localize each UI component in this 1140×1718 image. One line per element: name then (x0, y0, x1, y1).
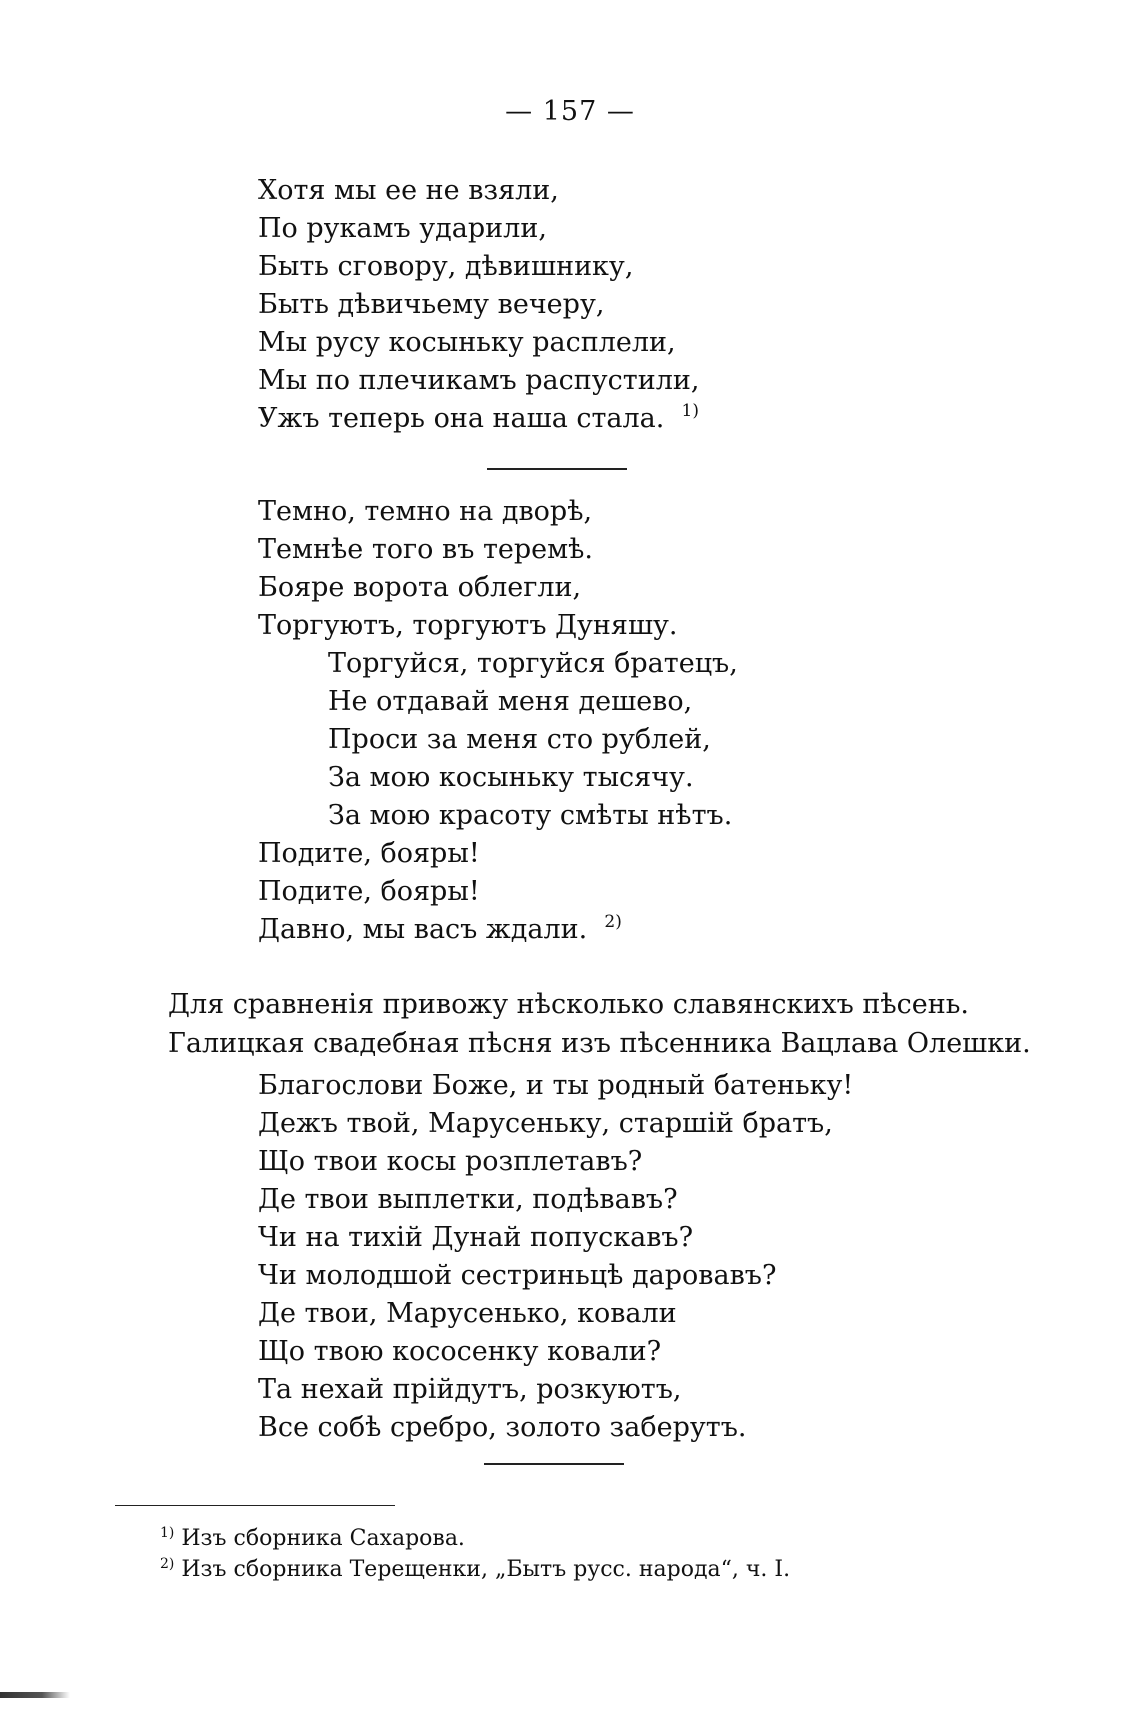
verse-line: Де твои, Марусенько, ковали (258, 1298, 677, 1329)
page-number: — 157 — (505, 96, 635, 127)
verse-line: Подите, бояры! (258, 876, 480, 907)
verse-line-indented: Торгуйся, торгуйся братецъ, (328, 648, 738, 679)
section-divider (487, 468, 627, 470)
verse-line: Та нехай прійдутъ, розкуютъ, (258, 1374, 682, 1405)
section-divider (484, 1463, 624, 1465)
footnote-separator (115, 1505, 395, 1506)
footnote-reference: 1) (681, 401, 699, 421)
verse-line: Де твои выплетки, подѣвавъ? (258, 1184, 678, 1215)
verse-line: Быть дѣвичьему вечеру, (258, 289, 605, 320)
prose-paragraph (168, 985, 1031, 1063)
verse-line: Темно, темно на дворѣ, (258, 496, 593, 527)
verse-line-indented: Не отдавай меня дешево, (328, 686, 693, 717)
verse-line: Торгуютъ, торгуютъ Дуняшу. (258, 610, 678, 641)
footnote-1 (160, 1523, 790, 1554)
footnote-mark: 1) (160, 1525, 175, 1541)
verse-line: Подите, бояры! (258, 838, 480, 869)
verse-line-indented: Проси за меня сто рублей, (328, 724, 711, 755)
verse-line: Мы русу косыньку расплели, (258, 327, 676, 358)
verse-line-indented: За мою красоту смѣты нѣтъ. (328, 800, 733, 831)
prose-line: Для сравненія привожу нѣсколько славянскихъ пѣсень. (168, 989, 970, 1020)
verse-line-with-footnote (258, 911, 738, 949)
verse-block-3 (258, 1067, 853, 1447)
verse-line: Дежъ твой, Марусеньку, старшій братъ, (258, 1108, 833, 1139)
verse-line: По рукамъ ударили, (258, 213, 547, 244)
verse-line: Що твои косы розплетавъ? (258, 1146, 643, 1177)
verse-line: Все собѣ сребро, золото заберутъ. (258, 1412, 747, 1443)
verse-line: Хотя мы ее не взяли, (258, 175, 559, 206)
verse-text: Ужъ теперь она наша стала. (258, 403, 665, 434)
footnote-reference: 2) (604, 912, 622, 932)
verse-block-1 (258, 172, 699, 438)
verse-line-with-footnote (258, 400, 699, 438)
scan-artifact (0, 1692, 70, 1698)
verse-block-2 (258, 493, 738, 949)
footnote-2 (160, 1554, 790, 1585)
footnote-text: Изъ сборника Терещенки, „Бытъ русс. народа“, ч. I. (181, 1557, 791, 1582)
verse-text: Давно, мы васъ ждали. (258, 914, 588, 945)
footnote-mark: 2) (160, 1556, 175, 1572)
verse-line: Мы по плечикамъ распустили, (258, 365, 700, 396)
verse-line: Благослови Боже, и ты родный батеньку! (258, 1070, 854, 1101)
verse-line: Бояре ворота облегли, (258, 572, 582, 603)
footnotes (160, 1523, 790, 1585)
verse-line: Быть сговору, дѣвишнику, (258, 251, 634, 282)
footnote-text: Изъ сборника Сахарова. (181, 1526, 465, 1551)
verse-line: Темнѣе того въ теремѣ. (258, 534, 594, 565)
verse-line: Чи на тихій Дунай попускавъ? (258, 1222, 694, 1253)
verse-line: Чи молодшой сестриньцѣ даровавъ? (258, 1260, 777, 1291)
verse-line: Що твою кососенку ковали? (258, 1336, 662, 1367)
prose-line: Галицкая свадебная пѣсня изъ пѣсенника Вацлава Олешки. (168, 1028, 1031, 1059)
verse-line-indented: За мою косыньку тысячу. (328, 762, 694, 793)
